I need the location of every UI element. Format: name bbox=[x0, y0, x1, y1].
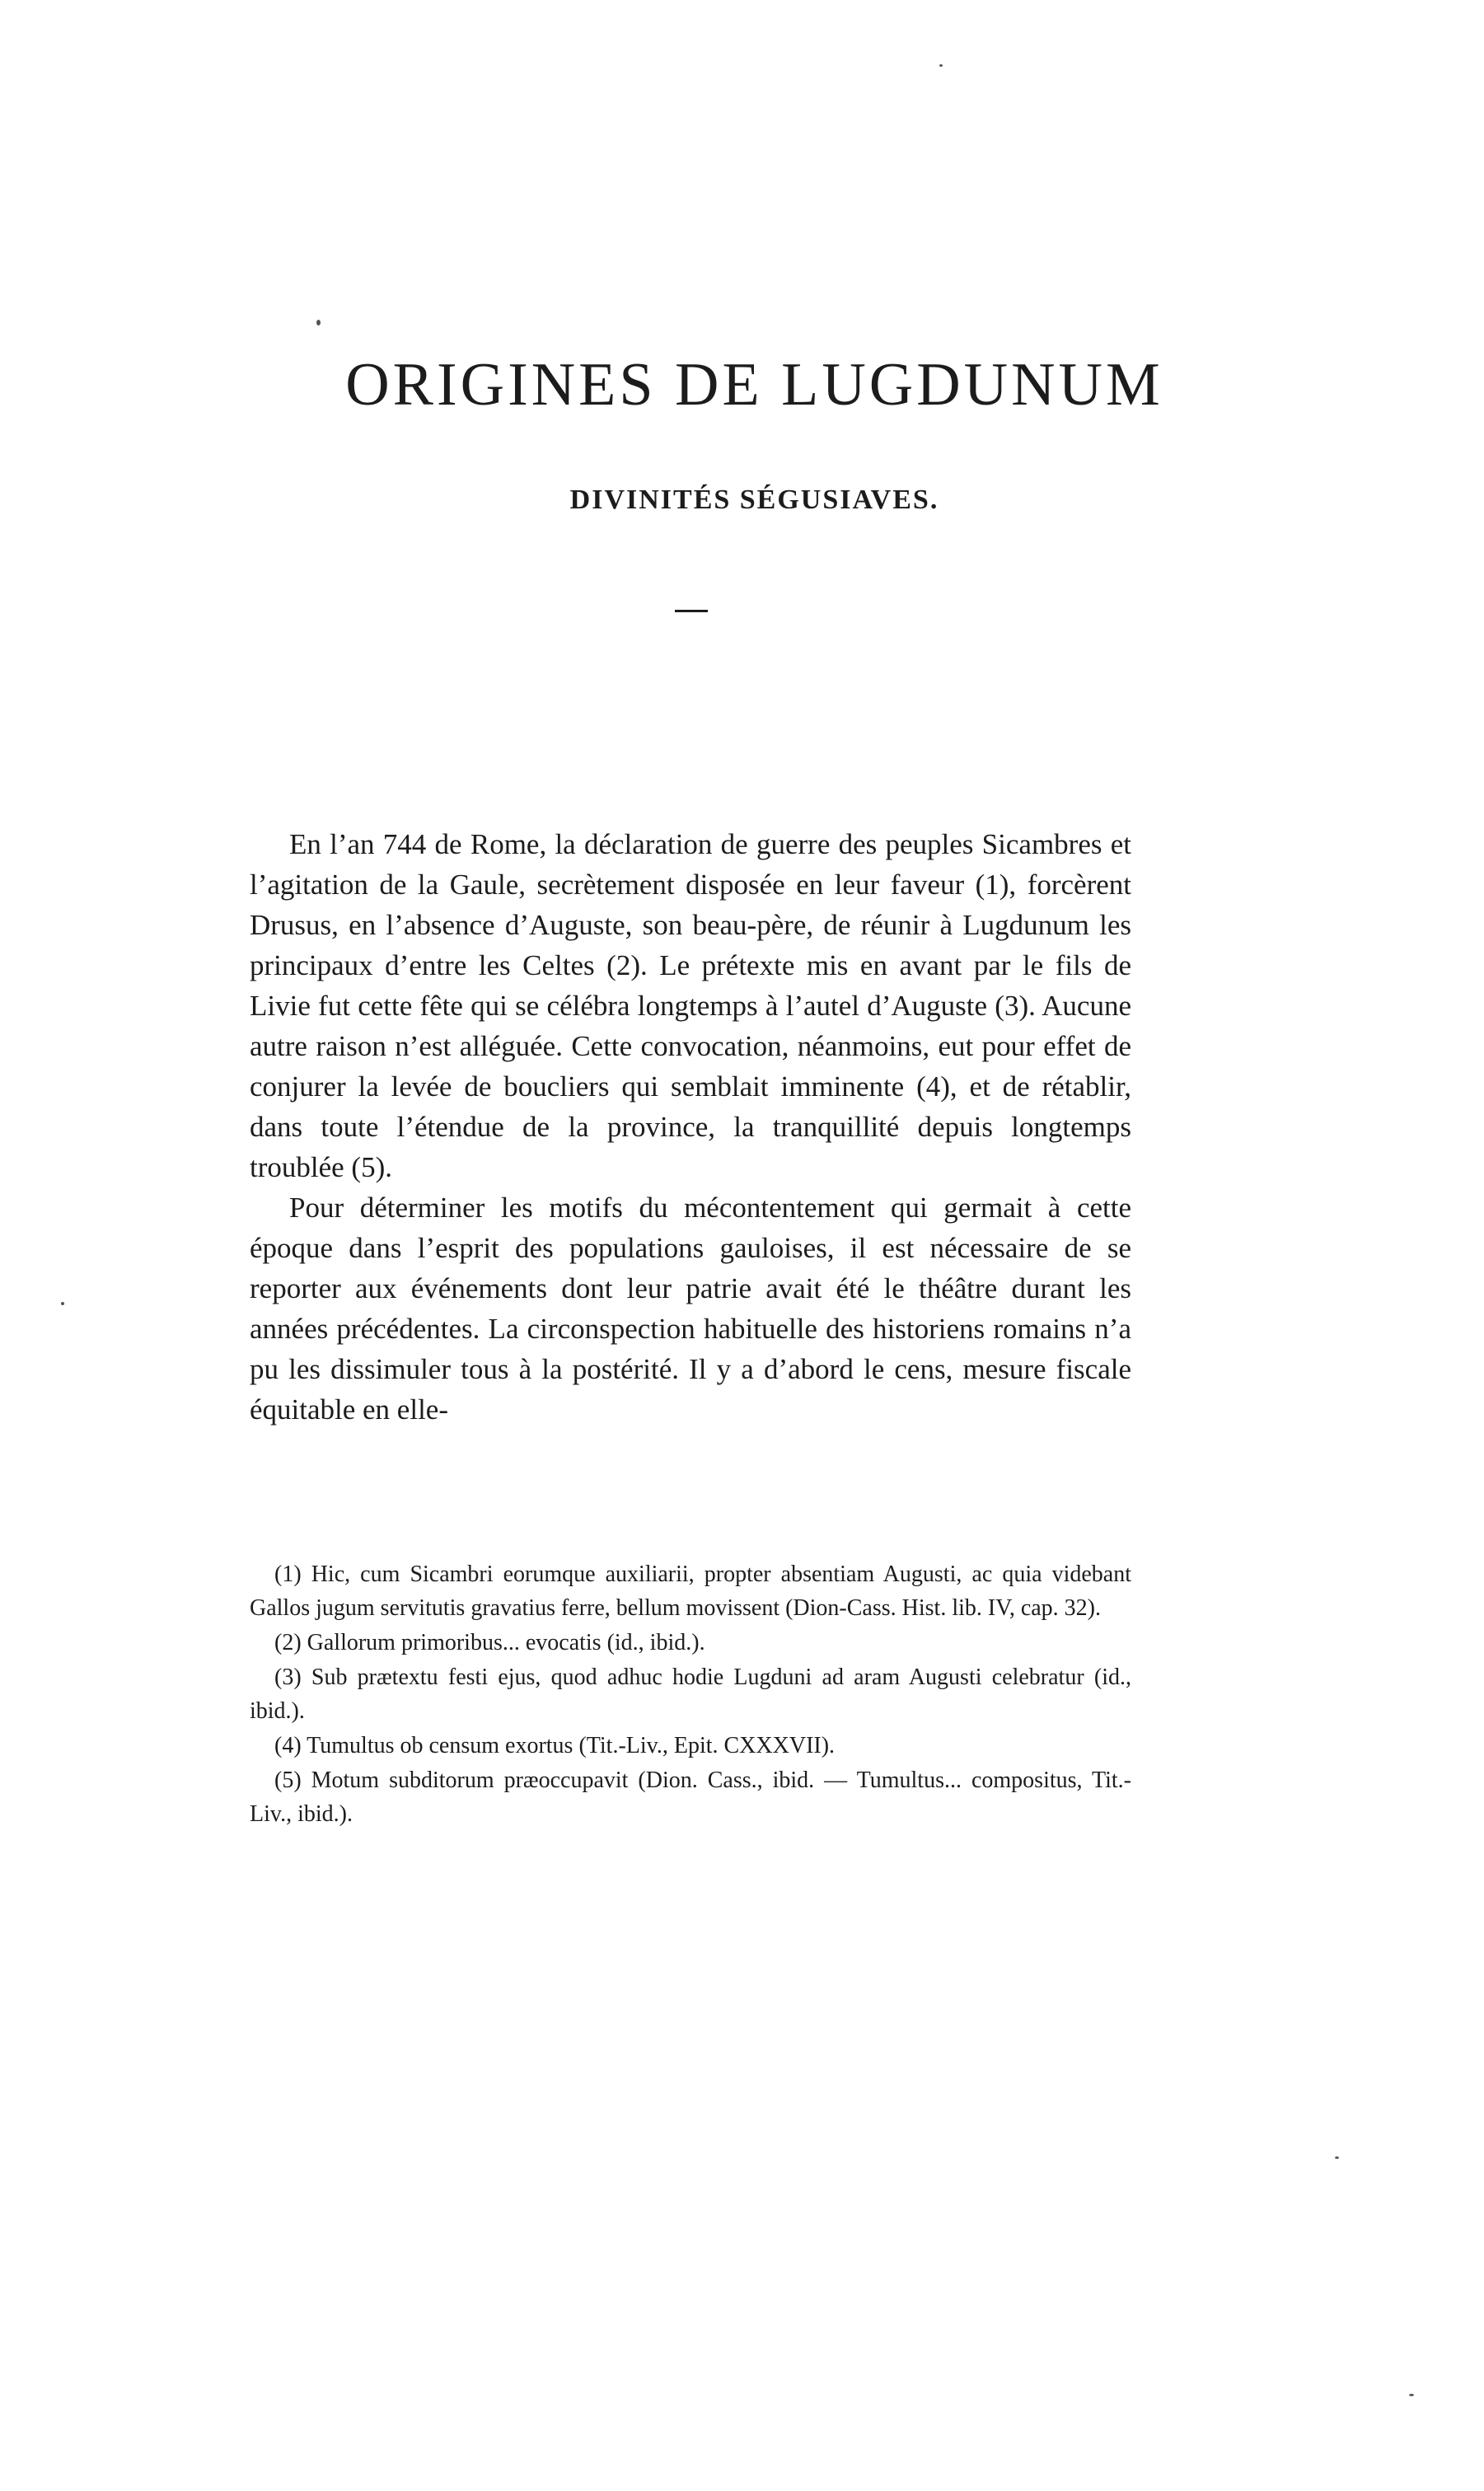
body-text bbox=[250, 824, 1131, 1430]
page-title: ORIGINES DE LUGDUNUM bbox=[345, 351, 1163, 419]
scan-speck bbox=[939, 64, 943, 67]
body-paragraph: En l’an 744 de Rome, la déclaration de guerre des peuples Sicambres et l’agitation de la Gaule, secrètement disposée en leur faveur (1), forcèrent Drusus, en l’absence d’Auguste, son beau-père, de réunir à Lugdunum les principaux d’entre les Celtes (2). Le prétexte mis en avant par le fils de Livie fut cette fête qui se célébra longtemps à l’autel d’Auguste (3). Aucune autre raison n’est alléguée. Cette convocation, néanmoins, eut pour effet de conjurer la levée de boucliers qui semblait imminente (4), et de rétablir, dans toute l’étendue de la province, la tranquillité depuis longtemps troublée (5). bbox=[250, 828, 1131, 1183]
scan-speck bbox=[1409, 2394, 1414, 2396]
title-divider bbox=[675, 610, 708, 612]
footnote: (5) Motum subditorum præoccupavit (Dion. Cass., ibid. — Tumultus... compositus, Tit.-Liv., ibid.). bbox=[250, 1768, 1131, 1827]
footnote: (4) Tumultus ob censum exortus (Tit.-Liv., Epit. CXXXVII). bbox=[274, 1733, 836, 1758]
footnote: (3) Sub prætextu festi ejus, quod adhuc hodie Lugduni ad aram Augusti celebratur (id., ibid.). bbox=[250, 1665, 1131, 1724]
footnote: (1) Hic, cum Sicambri eorumque auxiliarii, propter absentiam Augusti, ac quia videbant Gallos jugum servitutis gravatius ferre, bellum movissent (Dion-Cass. Hist. lib. IV, cap. 32). bbox=[250, 1562, 1131, 1621]
page-subtitle: DIVINITÉS SÉGUSIAVES. bbox=[569, 485, 939, 515]
footnote: (2) Gallorum primoribus... evocatis (id., ibid.). bbox=[274, 1630, 705, 1655]
scan-speck bbox=[61, 1302, 64, 1305]
footnotes bbox=[250, 1557, 1131, 1832]
body-paragraph: Pour déterminer les motifs du mécontentement qui germait à cette époque dans l’esprit des populations gauloises, il est nécessaire de se reporter aux événements dont leur patrie avait été le théâtre durant les années précédentes. La circonspection habituelle des historiens romains n’a pu les dissimuler tous à la postérité. Il y a d’abord le cens, mesure fiscale équitable en elle- bbox=[250, 1192, 1131, 1426]
scan-speck bbox=[1335, 2156, 1339, 2159]
scan-speck bbox=[316, 320, 321, 325]
